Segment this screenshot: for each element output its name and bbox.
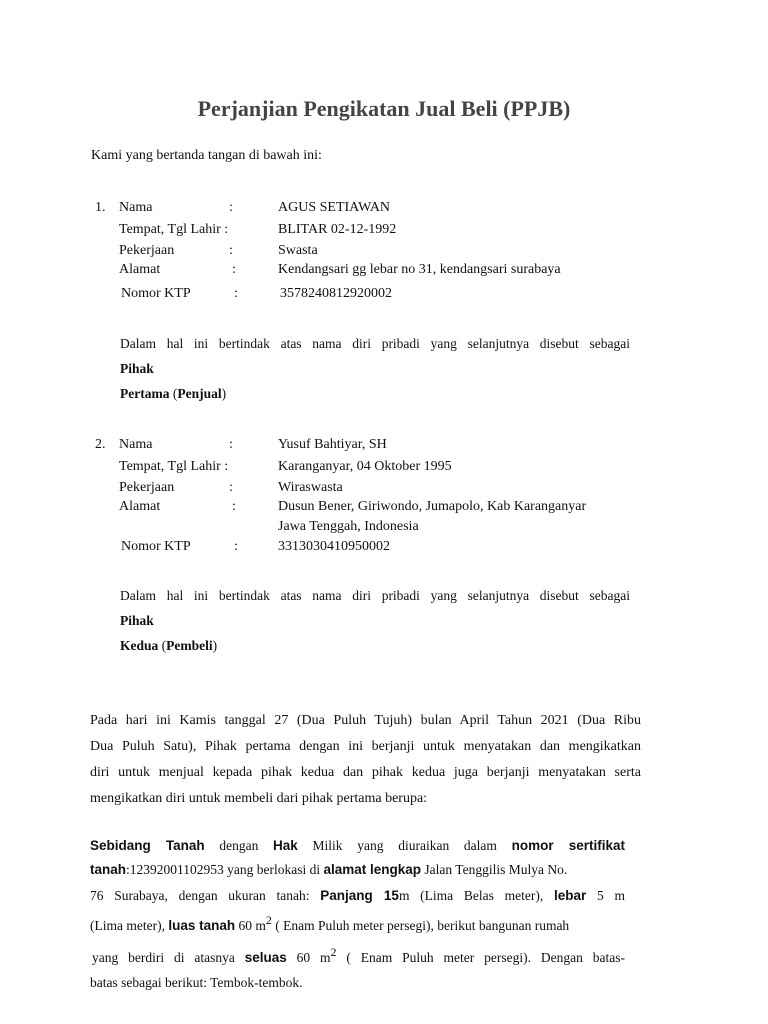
p2-seluas: seluas xyxy=(244,950,287,965)
paragraph2-line5 xyxy=(92,945,625,966)
p2-l1-text1: dengan xyxy=(204,838,274,853)
paragraph1-line1: Pada hari ini Kamis tanggal 27 (Dua Puluh Tujuh) bulan April Tahun 2021 (Dua Ribu xyxy=(90,713,641,728)
paragraph2-line6: batas sebagai berikut: Tembok-tembok. xyxy=(90,975,303,990)
party1-pihak: Pihak xyxy=(120,361,154,376)
party1-role xyxy=(120,386,226,402)
party2-alamat-label: Alamat xyxy=(119,499,161,514)
intro-text: Kami yang bertanda tangan di bawah ini: xyxy=(91,148,322,163)
p2-l2-text1: :12392001102953 yang berlokasi di xyxy=(126,862,324,877)
party1-ttl-value: BLITAR 02-12-1992 xyxy=(278,222,397,237)
p2-alamat-lengkap: alamat lengkap xyxy=(323,862,422,877)
party2-ttl-value: Karanganyar, 04 Oktober 1995 xyxy=(278,459,452,474)
party1-pekerjaan-colon: : xyxy=(229,243,233,258)
p2-l5-text1: yang berdiri di atasnya xyxy=(92,950,245,965)
party1-ktp-label: Nomor KTP xyxy=(121,286,191,301)
p2-l5-superscript: 2 xyxy=(330,945,337,959)
p2-l3-text2: m (Lima Belas meter), xyxy=(398,888,554,903)
p2-l4-superscript: 2 xyxy=(265,913,272,927)
party2-pekerjaan-label: Pekerjaan xyxy=(119,480,175,495)
paragraph1-line2: Dua Puluh Satu), Pihak pertama dengan ini berjanji untuk menyatakan dan mengikatkan xyxy=(90,739,641,754)
p2-nomor-sertifikat: nomor sertifikat xyxy=(511,838,626,853)
party1-role-paren-open: ( xyxy=(169,386,178,401)
party1-ttl-label: Tempat, Tgl Lahir : xyxy=(119,222,229,237)
paragraph1-line4: mengikatkan diri untuk membeli dari pihak pertama berupa: xyxy=(90,791,428,806)
party2-ttl-label: Tempat, Tgl Lahir : xyxy=(119,459,229,474)
p2-l2-text2: Jalan Tenggilis Mulya No. xyxy=(421,862,568,877)
paragraph1-line3: diri untuk menjual kepada pihak kedua dan pihak kedua juga berjanji menyatakan serta xyxy=(90,765,641,780)
p2-luas-tanah: luas tanah xyxy=(168,918,236,933)
paragraph2-line2 xyxy=(90,862,567,878)
party2-alamat-colon: : xyxy=(232,499,236,514)
party1-nama-label: Nama xyxy=(119,200,153,215)
party1-number: 1. xyxy=(95,200,106,215)
page-title: Perjanjian Pengikatan Jual Beli (PPJB) xyxy=(197,96,571,121)
p2-l5-text2: 60 m xyxy=(286,950,331,965)
p2-l5-text3: ( Enam Puluh meter persegi). Dengan batas- xyxy=(336,950,625,965)
p2-l4-text2: 60 m xyxy=(235,918,266,933)
p2-l3-text1: 76 Surabaya, dengan ukuran tanah: xyxy=(90,888,321,903)
party2-role-title: Pembeli xyxy=(166,638,213,653)
p2-l3-text3: 5 m xyxy=(586,888,625,903)
p2-lebar: lebar xyxy=(553,888,587,903)
party2-pekerjaan-colon: : xyxy=(229,480,233,495)
party2-alamat-line2: Jawa Tenggah, Indonesia xyxy=(278,519,419,534)
party1-role-word: Pertama xyxy=(120,386,170,401)
party1-ktp-colon: : xyxy=(234,286,238,301)
party1-ktp-value: 3578240812920002 xyxy=(280,286,392,301)
p2-hak: Hak xyxy=(273,838,298,853)
party1-pekerjaan-value: Swasta xyxy=(278,243,318,258)
party2-role xyxy=(120,638,217,654)
p2-sebidang-tanah: Sebidang Tanah xyxy=(90,838,205,853)
paragraph2-line4 xyxy=(90,913,570,934)
party1-pekerjaan-label: Pekerjaan xyxy=(119,243,175,258)
party2-ktp-value: 3313030410950002 xyxy=(278,539,390,554)
party1-role-paren-close: ) xyxy=(221,386,227,401)
party2-role-word: Kedua xyxy=(120,638,159,653)
p2-l4-text1: (Lima meter), xyxy=(90,918,169,933)
party2-pekerjaan-value: Wiraswasta xyxy=(278,480,343,495)
party2-nama-label: Nama xyxy=(119,437,153,452)
party2-ktp-label: Nomor KTP xyxy=(121,539,191,554)
p2-l4-text3: ( Enam Puluh meter persegi), berikut bangunan rumah xyxy=(271,918,570,933)
party2-role-paren-open: ( xyxy=(158,638,167,653)
p2-panjang: Panjang 15 xyxy=(320,888,399,903)
party1-alamat-value: Kendangsari gg lebar no 31, kendangsari surabaya xyxy=(278,262,561,277)
party2-statement: Dalam hal ini bertindak atas nama diri pribadi yang selanjutnya disebut sebagai xyxy=(120,588,630,603)
party2-role-paren-close: ) xyxy=(212,638,218,653)
party2-pihak: Pihak xyxy=(120,613,154,628)
party2-nama-value: Yusuf Bahtiyar, SH xyxy=(278,437,387,452)
party1-role-title: Penjual xyxy=(177,386,222,401)
party2-number: 2. xyxy=(95,437,106,452)
paragraph2-line3 xyxy=(90,888,625,904)
party2-ktp-colon: : xyxy=(234,539,238,554)
party1-nama-value: AGUS SETIAWAN xyxy=(278,200,391,215)
party1-alamat-colon: : xyxy=(232,262,236,277)
party1-alamat-label: Alamat xyxy=(119,262,161,277)
party1-statement: Dalam hal ini bertindak atas nama diri pribadi yang selanjutnya disebut sebagai xyxy=(120,336,630,351)
party1-nama-colon: : xyxy=(229,200,233,215)
paragraph2-line1 xyxy=(90,838,625,854)
p2-tanah: tanah xyxy=(90,862,127,877)
party2-alamat-line1: Dusun Bener, Giriwondo, Jumapolo, Kab Karanganyar xyxy=(278,499,587,514)
p2-l1-text2: Milik yang diuraikan dalam xyxy=(297,838,512,853)
party2-nama-colon: : xyxy=(229,437,233,452)
